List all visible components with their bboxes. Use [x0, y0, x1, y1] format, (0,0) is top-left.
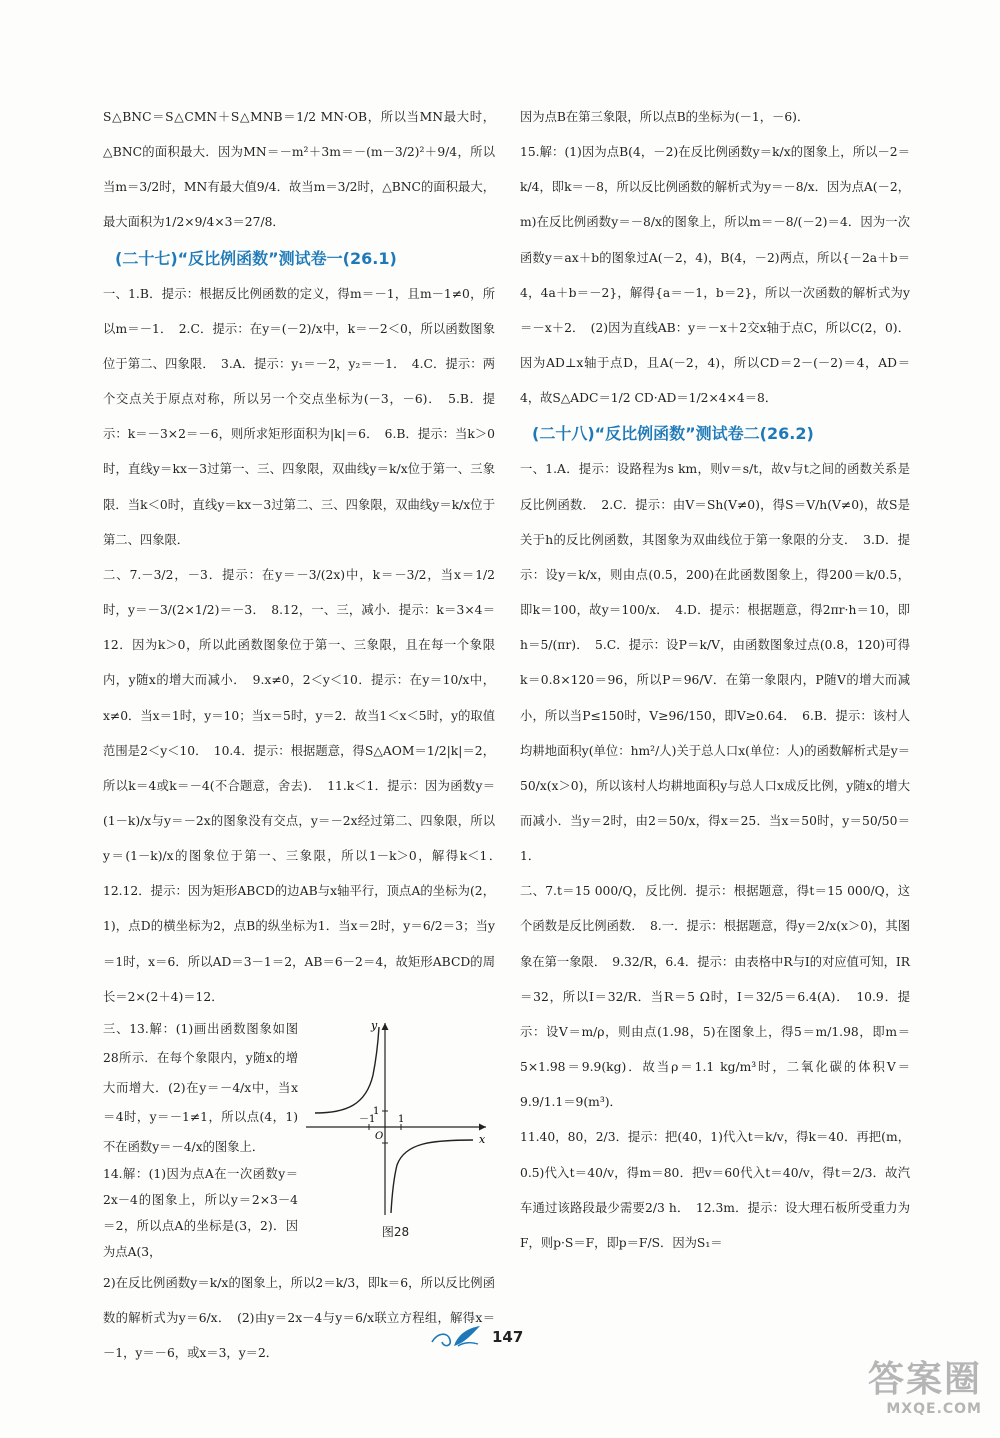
page-footer	[428, 1322, 568, 1352]
section27-part2: 二、7.－3/2，－3．提示：在y＝－3/(2x)中，k＝－3/2，当x＝1/2时，y＝－3/(2×1/2)＝－3． 8.12，一、三，减小．提示：k＝3×4＝12．因为k＞0，所以此函数图象位于第一、三象限，且在每一个象限内，y随x的增大而减小． 9.x≠0，2＜y＜10．提示：在y＝10/x中，x≠0．当x＝1时，y＝10；当x＝5时，y＝2．故当1＜x＜5时，y的取值范围是2＜y＜10． 10.4．提示：根据题意，得S△AOM＝1/2|k|＝2，所以k＝4或k＝－4(不合题意，舍去)． 11.k＜1．提示：因为函数y＝(1－k)/x与y＝－2x的图象没有交点，y＝－2x经过第二、四象限，所以y＝(1－k)/x的图象位于第一、三象限，所以1－k＞0，解得k＜1． 12.12．提示：因为矩形ABCD的边AB与x轴平行，顶点A的坐标为(2，1)，点D的横坐标为2，点B的纵坐标为1．当x＝2时，y＝6/2＝3；当y＝1时，x＝6．所以AD＝3－1＝2，AB＝6－2＝4，故矩形ABCD的周长＝2×(2＋4)＝12．	[103, 567, 508, 1004]
section28-part1: 一、1.A．提示：设路程为s km，则v＝s/t，故v与t之间的函数关系是反比例函数． 2.C．提示：由V＝Sh(V≠0)，得S＝V/h(V≠0)，故S是关于h的反比例函数，其图象为双曲线位于第一象限的分支． 3.D．提示：设y＝k/x，则由点(0.5，200)在此函数图象上，得200＝k/0.5，即k＝100，故y＝100/x． 4.D．提示：根据题意，得2πr·h＝10，即h＝5/(πr)． 5.C．提示：设P＝k/V，由函数图象过点(0.8，120)可得k＝0.8×120＝96，所以P＝96/V．在第一象限内，P随V的增大而减小，所以当P≤150时，V≥96/150，即V≥0.64． 6.B．提示：该村人均耕地面积y(单位：hm²/人)关于总人口x(单位：人)的函数解析式是y＝50/x(x＞0)，所以该村人均耕地面积y与总人口x成反比例，y随x的增大而减小．当y＝2时，由2＝50/x，得x＝25．当x＝50时，y＝50/50＝1．	[520, 462, 910, 864]
q13-text: 三、13.解：(1)画出函数图象如图28所示．在每个象限内，y随x的增大而增大．(2)在y＝－4/x中，当x＝4时，y＝－1≠1，所以点(4，1)不在函数y＝－4/x的图象上．	[103, 1021, 298, 1154]
page-number: 147	[492, 1328, 524, 1346]
hyperbola-branch-right	[391, 1140, 473, 1213]
solution-continued: S△BNC＝S△CMN＋S△MNB＝1/2 MN·OB，所以当MN最大时，△BNC的面积最大．因为MN＝－m²＋3m＝－(m－3/2)²＋9/4，所以当m＝3/2时，MN有最大值9/4．故当m＝3/2时，△BNC的面积最大，最大面积为1/2×9/4×3＝27/8．	[103, 110, 495, 230]
x-axis-arrow	[479, 1123, 486, 1130]
solution-continued-right: 因为点B在第三象限，所以点B的坐标为(－1，－6)．	[520, 110, 810, 124]
tick-label-y-pos: 1	[372, 1105, 379, 1117]
tick-label-x-neg: －1	[358, 1113, 375, 1125]
section28-part2: 二、7.t＝15 000/Q，反比例．提示：根据题意，得t＝15 000/Q，这个函数是反比例函数． 8.一．提示：根据题意，得y＝2/x(x＞0)，其图象在第一象限． 9.32/R，6.4．提示：由表格中R与I的对应值可知，IR＝32，所以I＝32/R．当R＝5 Ω时，I＝32/5＝6.4(A)． 10.9．提示：设V＝m/ρ，则由点(1.98，5)在图象上，得5＝m/1.98，即m＝5×1.98＝9.9(kg)．故当ρ＝1.1 kg/m³时，二氧化碳的体积V＝9.9/1.1＝9(m³)．	[520, 884, 910, 1110]
figure-28	[298, 1015, 493, 1266]
question13-answer	[103, 1015, 298, 1266]
hyperbola-branch-left	[315, 1027, 379, 1113]
section-title-28: (二十八)“反比例函数”测试卷二(26.2)	[532, 424, 814, 444]
q14-text-start: 14.解：(1)因为点A在一次函数y＝2x－4的图象上，所以y＝2×3－4＝2，所以点A的坐标是(3，2)．因为点A(3，	[103, 1167, 298, 1259]
figure-caption: 图28	[381, 1224, 410, 1239]
origin-label: O	[374, 1130, 383, 1142]
y-axis-label: y	[370, 1018, 377, 1032]
x-axis-label: x	[478, 1132, 485, 1146]
watermark-logo-text: 答案圈	[867, 1359, 982, 1400]
section27-part1: 一、1.B．提示：根据反比例函数的定义，得m＝－1，且m－1≠0，所以m＝－1． 2.C．提示：在y＝(－2)/x中，k＝－2＜0，所以函数图象位于第二、四象限． 3.A．提示：y₁＝－2，y₂＝－1． 4.C．提示：两个交点关于原点对称，所以另一个交点坐标为(－3，－6)． 5.B．提示：k＝－3×2＝－6，则所求矩形面积为|k|＝6． 6.B．提示：当k＞0时，直线y＝kx－3过第一、三、四象限，双曲线y＝k/x位于第一、三象限．当k＜0时，直线y＝kx－3过第二、三、四象限，双曲线y＝k/x位于第二、四象限．	[103, 286, 495, 547]
hyperbola-graph	[301, 1015, 491, 1220]
question13-block	[103, 1015, 495, 1266]
section28-part3: 11.40，80，2/3．提示：把(40，1)代入t＝k/v，得k＝40．再把(m，0.5)代入t＝40/v，得m＝80．把v＝60代入t＝40/v，得t＝2/3．故汽车通过该路段最少需要2/3 h． 12.3m．提示：设大理石板所受重力为F，则p·S＝F，即p＝F/S．因为S₁＝	[520, 1130, 910, 1250]
right-column	[520, 100, 910, 1261]
y-axis-arrow	[381, 1023, 388, 1030]
leaf-ornament-icon	[428, 1324, 484, 1350]
watermark-url: MXQE.COM	[886, 1401, 982, 1417]
section-title-27: (二十七)“反比例函数”测试卷一(26.1)	[115, 248, 397, 268]
q14-text-end: 2)在反比例函数y＝k/x的图象上，所以2＝k/3，即k＝6，所以反比例函数的解析式为y＝6/x． (2)由y＝2x－4与y＝6/x联立方程组，解得x＝－1，y＝－6，或x＝3，y＝2．	[103, 1275, 495, 1360]
watermark	[812, 1360, 982, 1430]
question15-answer: 15.解：(1)因为点B(4，－2)在反比例函数y＝k/x的图象上，所以－2＝k/4，即k＝－8，所以反比例函数的解析式为y＝－8/x．因为点A(－2，m)在反比例函数y＝－8/x的图象上，所以m＝－8/(－2)＝4．因为一次函数y＝ax＋b的图象过A(－2，4)，B(4，－2)两点，所以{－2a＋b＝4，4a＋b＝－2}，解得{a＝－1，b＝2}，所以一次函数的解析式为y＝－x＋2． (2)因为直线AB：y＝－x＋2交x轴于点C，所以C(2，0)．因为AD⊥x轴于点D，且A(－2，4)，所以CD＝2－(－2)＝4，AD＝4，故S△ADC＝1/2 CD·AD＝1/2×4×4＝8．	[520, 145, 910, 406]
tick-label-x-pos: 1	[397, 1113, 404, 1125]
